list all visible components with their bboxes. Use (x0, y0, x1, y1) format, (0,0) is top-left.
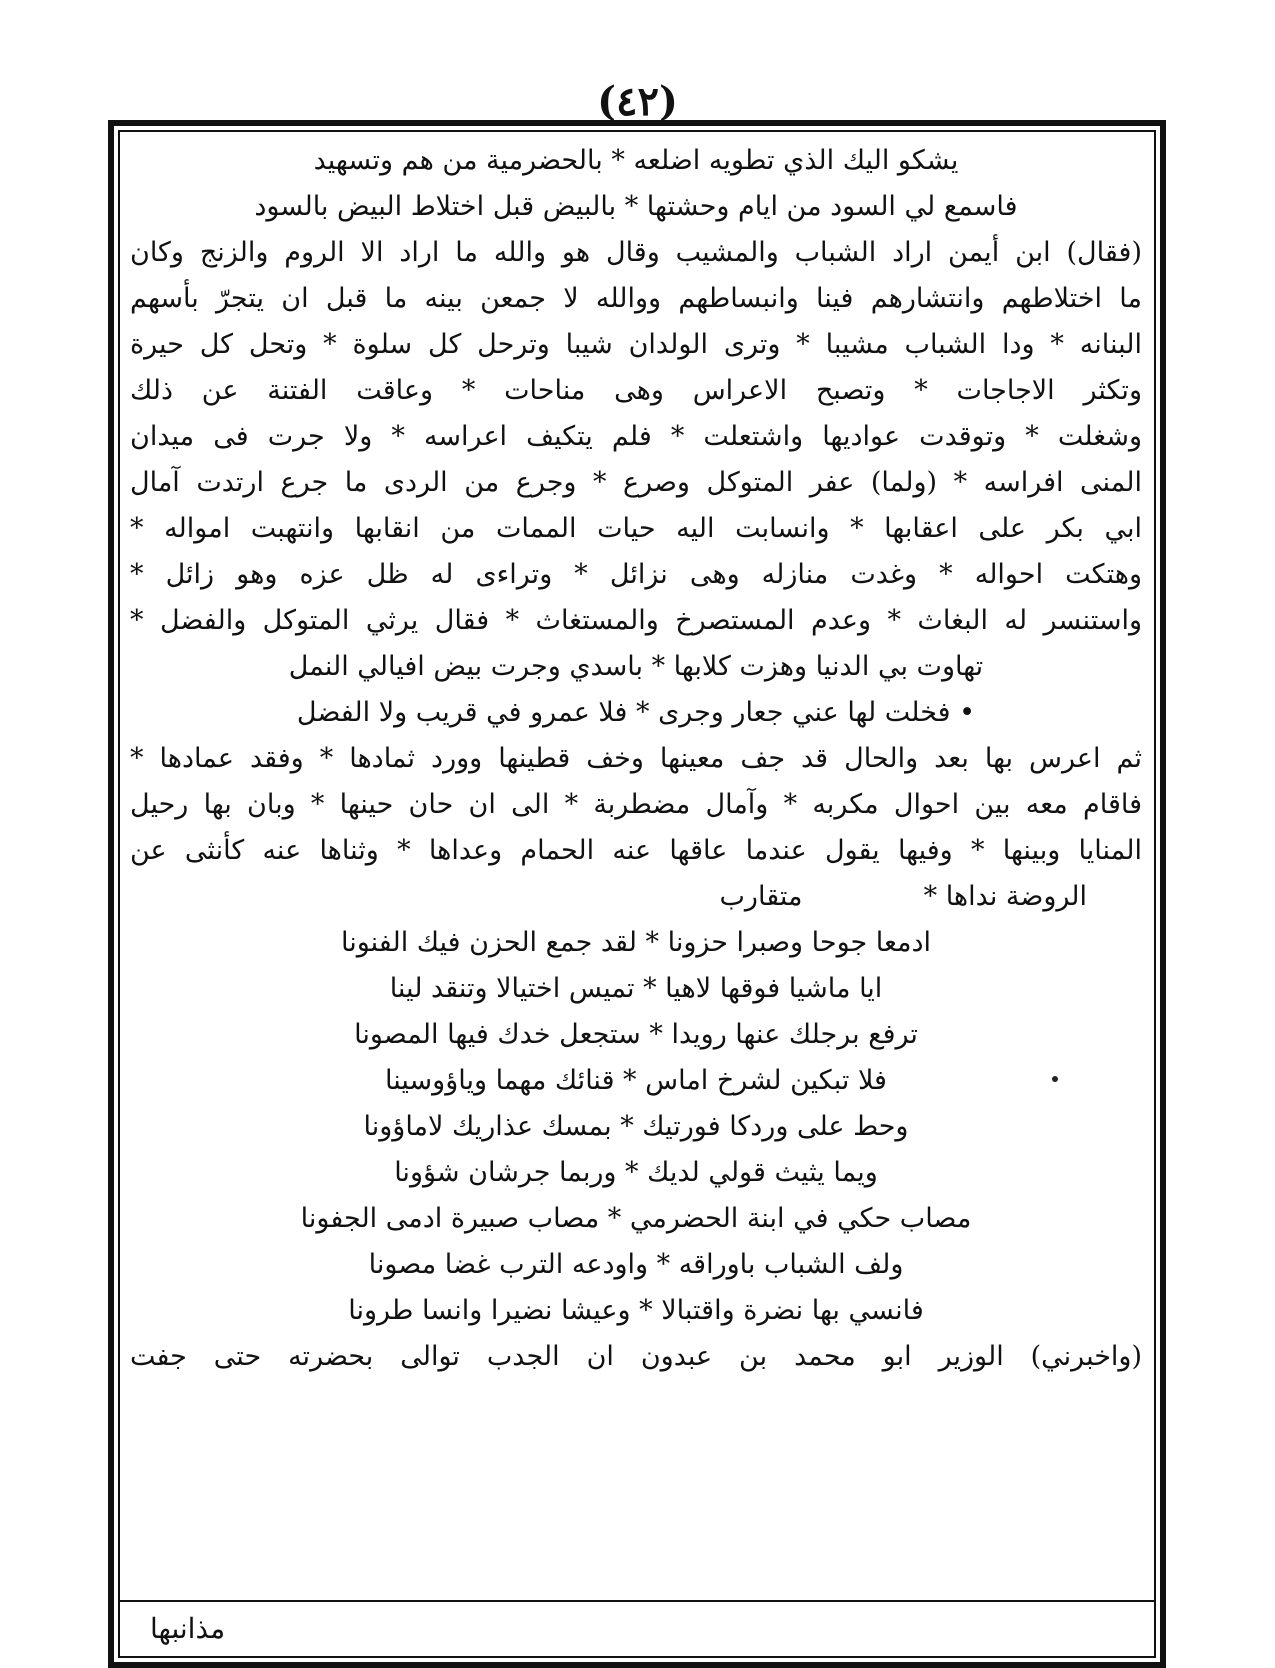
verse-line: تهاوت بي الدنيا وهزت كلابها * باسدي وجرت بيض افيالي النمل (288, 651, 984, 682)
verse-line: يشكو اليك الذي تطويه اضلعه * بالحضرمية من هم وتسهيد (313, 145, 959, 176)
verse-line: ويما يثيث قولي لديك * وربما جرشان شؤونا (394, 1157, 878, 1188)
prose-line: وتكثر الاجاجات * وتصبح الاعراس وهى مناحات * وعاقت الفتنة عن ذلك (130, 375, 1142, 406)
verse-line: فلا تبكين لشرخ اماس * قنائك مهما وياؤوسينا (385, 1065, 887, 1096)
verse-line: فانسي بها نضرة واقتبالا * وعيشا نضيرا وانسا طرونا (348, 1295, 924, 1326)
text-block (130, 138, 1142, 1380)
prose-line: الروضة نداها * (923, 881, 1087, 912)
verse-line: وحط على وردكا فورتيك * بمسك عذاريك لاماؤونا (363, 1111, 909, 1142)
prose-line: وهتكت احواله * وغدت منازله وهى نزائل * وتراءى له ظل عزه وهو زائل * (130, 559, 1142, 590)
prose-line: ثم اعرس بها بعد والحال قد جف معينها وخف قطينها وورد ثمادها * وفقد عمادها * (130, 743, 1142, 774)
prose-line: فاقام معه بين احوال مكربه * وآمال مضطربة * الى ان حان حينها * وبان بها رحيل (130, 789, 1142, 820)
verse-line: ترفع برجلك عنها رويدا * ستجعل خدك فيها المصونا (354, 1019, 918, 1050)
prose-line: ما اختلاطهم وانتشارهم فينا وانبساطهم ووالله لا جمعن بينه ما قبل ان يتجرّ بأسهم (130, 283, 1142, 314)
prose-line: ابي بكر على اعقابها * وانسابت اليه حيات الممات من انقابها وانتهبت امواله * (130, 513, 1142, 544)
catchword: مذانبها (150, 1612, 226, 1645)
verse-line: ادمعا جوحا وصبرا حزونا * لقد جمع الحزن فيك الفنونا (340, 927, 932, 958)
verse-line: ايا ماشيا فوقها لاهيا * تميس اختيالا وتنقد لينا (389, 973, 883, 1004)
verse-line: • فخلت لها عني جعار وجرى * فلا عمرو في قريب ولا الفضل (296, 697, 976, 728)
prose-line: المنايا وبينها * وفيها يقول عندما عاقها عنه الحمام وعداها * وثناها عنه كأنثى عن (130, 835, 1142, 866)
page-number: (٤٢) (597, 78, 678, 125)
verse-line: ولف الشباب باوراقه * واودعه الترب غضا مصونا (368, 1249, 904, 1280)
ink-speck (1052, 1076, 1058, 1082)
meter-label: متقارب (719, 881, 803, 912)
prose-line: وشغلت * وتوقدت عواديها واشتعلت * فلم يتكيف اعراسه * ولا جرت فى ميدان (130, 421, 1142, 452)
frame-bottom-rule (118, 1600, 1156, 1602)
prose-line: البنانه * ودا الشباب مشيبا * وترى الولدان شيبا وترحل كل سلوة * وتحل كل حيرة (130, 329, 1142, 360)
prose-line: (فقال) ابن أيمن اراد الشباب والمشيب وقال هو والله ما اراد الا الروم والزنج وكان (130, 237, 1142, 268)
prose-line: (واخبرني) الوزير ابو محمد بن عبدون ان الجدب توالى بحضرته حتى جفت (130, 1341, 1142, 1372)
verse-line: فاسمع لي السود من ايام وحشتها * بالبيض قبل اختلاط البيض بالسود (254, 191, 1018, 222)
prose-line: واستنسر له البغاث * وعدم المستصرخ والمستغاث * فقال يرثي المتوكل والفضل * (130, 605, 1142, 636)
verse-line: مصاب حكي في ابنة الحضرمي * مصاب صبيرة ادمى الجفونا (300, 1203, 972, 1234)
prose-line: المنى افراسه * (ولما) عفر المتوكل وصرع * وجرع من الردى ما جرع ارتدت آمال (130, 467, 1142, 498)
